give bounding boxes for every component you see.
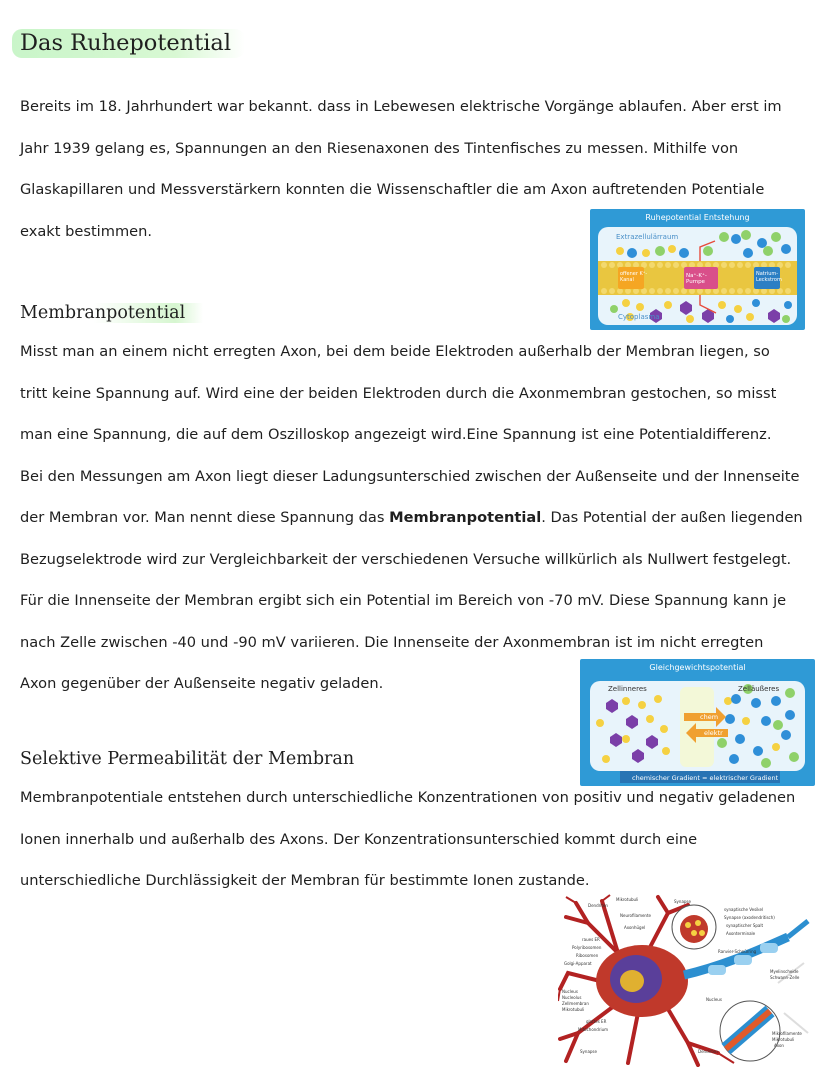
section-heading-permeabilitaet bbox=[20, 747, 354, 771]
equilibrium-inside-label: Zellinneres bbox=[608, 685, 647, 693]
svg-text:Ribosomen: Ribosomen bbox=[576, 953, 599, 958]
svg-text:Axon: Axon bbox=[774, 1043, 784, 1048]
neuron-illustration bbox=[558, 893, 813, 1067]
resting-outside-label: Extrazellulärraum bbox=[616, 233, 679, 241]
svg-text:Ranvier-Schnürring: Ranvier-Schnürring bbox=[718, 949, 757, 954]
svg-text:Golgi-Apparat: Golgi-Apparat bbox=[564, 961, 592, 966]
bold-term: Membranpotential bbox=[389, 509, 542, 526]
equilibrium-chem-arrow-label: chem bbox=[700, 713, 719, 721]
resting-figure-title: Ruhepotential Entstehung bbox=[645, 213, 750, 222]
equilibrium-caption: chemischer Gradient = elektrischer Gradient bbox=[632, 774, 779, 782]
paragraph-line: Bei den Messungen am Axon liegt dieser Ladungsunterschied zwischen der Außenseite und der Innenseite bbox=[20, 467, 800, 485]
svg-text:synaptischer Spalt: synaptischer Spalt bbox=[726, 923, 764, 928]
membranpotential-paragraph bbox=[20, 331, 803, 705]
paragraph-line: Misst man an einem nicht erregten Axon, bei dem beide Elektroden außerhalb der Membran liegen, so bbox=[20, 343, 770, 360]
equilibrium-figure-title: Gleichgewichtspotential bbox=[649, 663, 746, 672]
svg-text:Neurofilamente: Neurofilamente bbox=[620, 913, 651, 918]
section-heading-text: Selektive Permeabilität der Membran bbox=[20, 749, 355, 769]
svg-text:Polyribosomen: Polyribosomen bbox=[572, 945, 602, 950]
svg-text:Mikrotubuli: Mikrotubuli bbox=[616, 897, 639, 902]
neuron-figure bbox=[558, 893, 813, 1067]
svg-text:Dendriten: Dendriten bbox=[588, 903, 608, 908]
svg-text:Axonterminale: Axonterminale bbox=[726, 931, 756, 936]
page-title bbox=[12, 28, 245, 58]
resting-potential-illustration bbox=[590, 209, 805, 330]
intro-line: exakt bestimmen. bbox=[20, 222, 153, 240]
svg-text:Synapse: Synapse bbox=[674, 899, 691, 904]
svg-text:Mitochondrium: Mitochondrium bbox=[578, 1027, 609, 1032]
svg-text:Schwann-Zelle: Schwann-Zelle bbox=[770, 975, 800, 980]
intro-line: Jahr 1939 gelang es, Spannungen an den Riesenaxonen des Tintenfisches zu messen. Mithilfe von bbox=[20, 139, 739, 157]
svg-text:Synapse (axodendritisch): Synapse (axodendritisch) bbox=[724, 915, 775, 920]
paragraph-line-text: der Membran vor. Man nennt diese Spannung das bbox=[20, 509, 390, 526]
resting-channel-left-label: offener K⁺-Kanal bbox=[620, 271, 648, 283]
svg-text:Myelinscheide: Myelinscheide bbox=[770, 969, 799, 974]
section-heading-text: Membranpotential bbox=[20, 303, 203, 323]
paragraph-line: Membranpotentiale entstehen durch unterschiedliche Konzentrationen von positiv und negativ geladenen bbox=[20, 789, 796, 806]
svg-text:Nucleus: Nucleus bbox=[562, 989, 578, 994]
svg-text:Nucleus: Nucleus bbox=[706, 997, 722, 1002]
svg-text:Mikrofilamente: Mikrofilamente bbox=[772, 1031, 802, 1036]
intro-line: Glaskapillaren und Messverstärkern konnten die Wissenschaftler die am Axon auftretenden Potentiale bbox=[20, 181, 765, 198]
paragraph-line: nach Zelle zwischen -40 und -90 mV variieren. Die Innenseite der Axonmembran ist im nicht erregten bbox=[20, 633, 764, 651]
paragraph-line-text: . Das Potential der außen liegenden bbox=[541, 509, 803, 526]
page-title-text: Das Ruhepotential bbox=[12, 29, 245, 58]
permeability-paragraph bbox=[20, 777, 795, 902]
equilibrium-elec-arrow-label: elektr bbox=[704, 729, 723, 737]
intro-line: Bereits im 18. Jahrhundert war bekannt. dass in Lebewesen elektrische Vorgänge ablaufen. Aber erst im bbox=[20, 98, 782, 115]
paragraph-line: Bezugselektrode wird zur Vergleichbarkeit der verschiedenen Versuche willkürlich als Nullwert festgelegt. bbox=[20, 550, 792, 568]
resting-potential-figure bbox=[590, 209, 805, 330]
resting-channel-right-label: Natrium-Leckstrom bbox=[756, 271, 782, 283]
resting-inside-label: Cytoplasma bbox=[618, 313, 660, 321]
svg-text:synaptische Vesikel: synaptische Vesikel bbox=[724, 907, 764, 912]
equilibrium-illustration bbox=[580, 659, 815, 786]
paragraph-line: Für die Innenseite der Membran ergibt sich ein Potential im Bereich von -70 mV. Diese Spannung kann je bbox=[20, 592, 787, 609]
paragraph-line: man eine Spannung, die auf dem Oszilloskop angezeigt wird.Eine Spannung ist eine Potentialdifferenz. bbox=[20, 426, 772, 443]
svg-text:Zellmembran: Zellmembran bbox=[562, 1001, 589, 1006]
svg-text:Mikrotubuli: Mikrotubuli bbox=[772, 1037, 795, 1042]
svg-text:Dendriten: Dendriten bbox=[698, 1049, 718, 1054]
svg-text:glattes ER: glattes ER bbox=[586, 1019, 607, 1024]
paragraph-line: tritt keine Spannung auf. Wird eine der beiden Elektroden durch die Axonmembran gestochen, so misst bbox=[20, 384, 777, 402]
equilibrium-potential-figure bbox=[580, 659, 815, 786]
svg-text:Synapse: Synapse bbox=[580, 1049, 597, 1054]
resting-pump-label: Na⁺-K⁺-Pumpe bbox=[686, 273, 707, 285]
section-heading-membranpotential bbox=[20, 301, 203, 325]
svg-text:Nucleolus: Nucleolus bbox=[562, 995, 582, 1000]
paragraph-line: unterschiedliche Durchlässigkeit der Membran für bestimmte Ionen zustande. bbox=[20, 872, 590, 889]
paragraph-line: Ionen innerhalb und außerhalb des Axons. Der Konzentrationsunterschied kommt durch eine bbox=[20, 830, 698, 848]
svg-text:raues ER: raues ER bbox=[582, 937, 600, 942]
equilibrium-outside-label: Zelläußeres bbox=[738, 685, 780, 693]
svg-text:Axonhügel: Axonhügel bbox=[624, 925, 646, 930]
svg-text:Mikrotubuli: Mikrotubuli bbox=[562, 1007, 585, 1012]
paragraph-line: Axon gegenüber der Außenseite negativ geladen. bbox=[20, 675, 384, 692]
